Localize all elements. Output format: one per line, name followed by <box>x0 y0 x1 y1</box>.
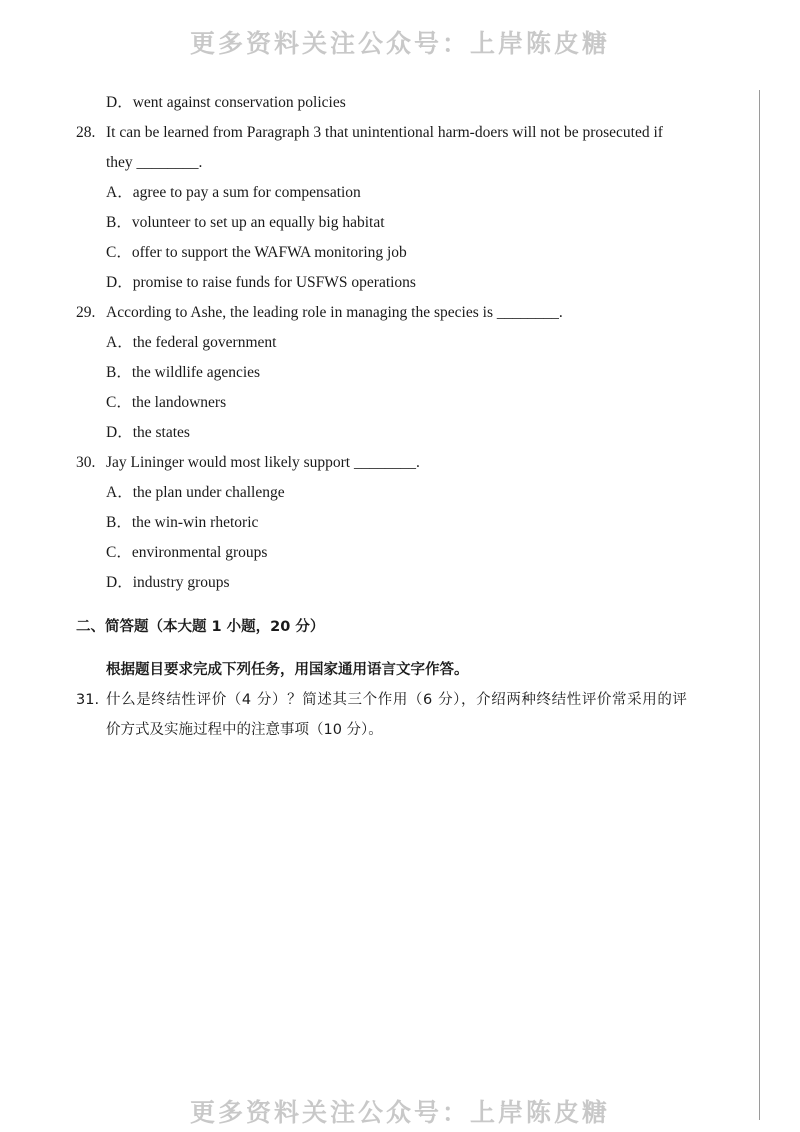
q28-option-c: C．offer to support the WAFWA monitoring job <box>106 244 407 261</box>
q28-stem-line2: they ________. <box>106 154 203 171</box>
q27-option-d: D．went against conservation policies <box>106 94 346 111</box>
q29-number: 29. <box>76 304 96 321</box>
watermark-top: 更多资料关注公众号：上岸陈皮糖 <box>189 29 610 58</box>
q29-option-a: A．the federal government <box>106 334 277 351</box>
q31-number: 31. <box>76 692 100 708</box>
q30-option-b: B．the win-win rhetoric <box>106 514 259 531</box>
q28-option-b: B．volunteer to set up an equally big habitat <box>106 214 385 231</box>
q30-option-c: C．environmental groups <box>106 544 268 561</box>
q29-stem: According to Ashe, the leading role in managing the species is ________. <box>106 304 563 321</box>
watermark-bottom: 更多资料关注公众号：上岸陈皮糖 <box>189 1098 610 1127</box>
q28-number: 28. <box>76 124 96 141</box>
q28-stem-line1 <box>106 123 728 143</box>
scan-edge-line <box>759 90 760 1120</box>
q30-option-a: A．the plan under challenge <box>106 484 285 501</box>
section-heading: 二、简答题（本大题 1 小题，20 分） <box>76 619 325 635</box>
q30-stem: Jay Lininger would most likely support ________. <box>106 454 420 471</box>
q28-option-d: D．promise to raise funds for USFWS operations <box>106 274 416 291</box>
q31-line1: 什么是终结性评价（4 分）？简述其三个作用（6 分），介绍两种终结性评价常采用的评 <box>106 692 688 708</box>
q29-option-c: C．the landowners <box>106 394 227 411</box>
q31-line2: 价方式及实施过程中的注意事项（10 分）。 <box>106 722 383 738</box>
q30-option-d: D．industry groups <box>106 574 230 591</box>
q29-option-b: B．the wildlife agencies <box>106 364 261 381</box>
q29-option-d: D．the states <box>106 424 190 441</box>
q30-number: 30. <box>76 454 96 471</box>
q28-option-a: A．agree to pay a sum for compensation <box>106 184 361 201</box>
section-instruction: 根据题目要求完成下列任务，用国家通用语言文字作答。 <box>106 662 469 678</box>
q28-stem-text: It can be learned from Paragraph 3 that unintentional harm-doers will not be prosecuted if <box>106 124 663 141</box>
